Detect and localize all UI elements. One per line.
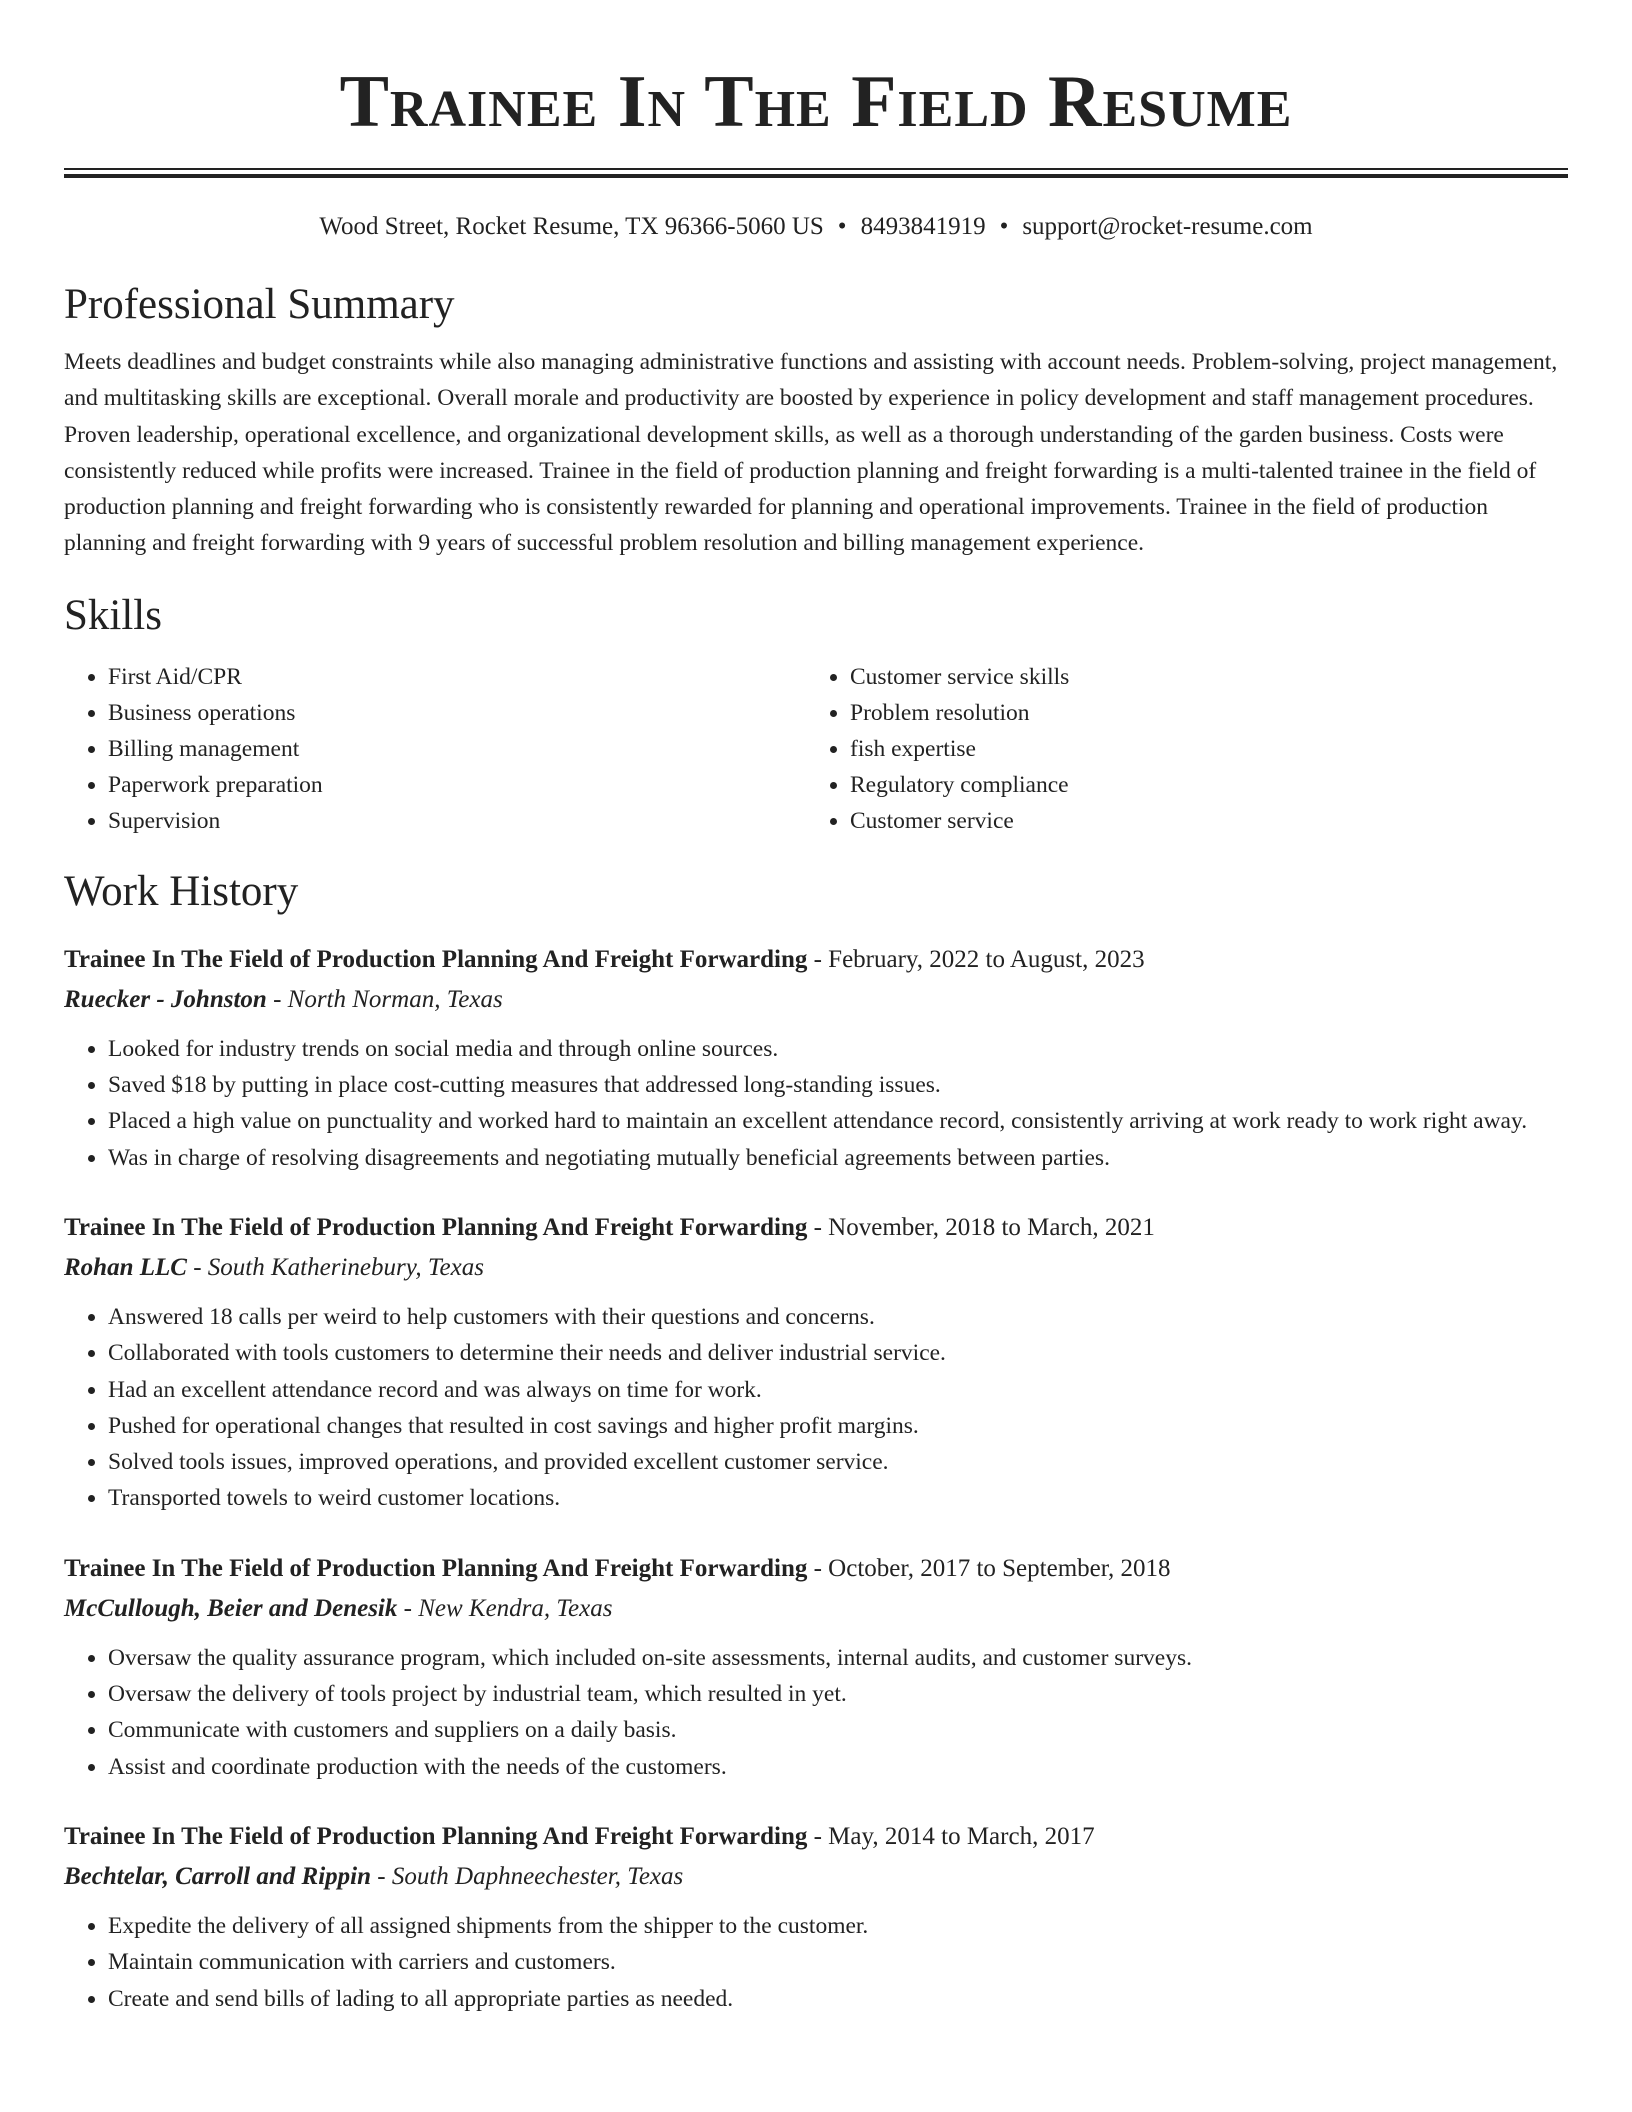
job-bullets <box>64 1299 1568 1517</box>
skill-item: • Supervision <box>108 803 806 839</box>
summary-heading: Professional Summary <box>64 281 455 328</box>
job-bullets <box>64 1640 1568 1785</box>
job-bullet: • Was in charge of resolving disagreements and negotiating mutually beneficial agreements between parties. <box>108 1140 1568 1176</box>
job-bullet: • Oversaw the delivery of tools project by industrial team, which resulted in yet. <box>108 1676 1568 1712</box>
job-bullet: • Had an excellent attendance record and was always on time for work. <box>108 1372 1568 1408</box>
job-entry <box>64 940 1568 1176</box>
job-bullet: • Create and send bills of lading to all appropriate parties as needed. <box>108 1981 1568 2017</box>
job-company: McCullough, Beier and Denesik <box>64 1594 398 1622</box>
job-role: Trainee In The Field of Production Planning And Freight Forwarding <box>64 1213 808 1241</box>
job-header <box>64 1549 1568 1589</box>
job-role: Trainee In The Field of Production Planning And Freight Forwarding <box>64 945 808 973</box>
job-entry <box>64 1817 1568 2017</box>
job-bullet: • Communicate with customers and suppliers on a daily basis. <box>108 1712 1568 1748</box>
job-bullet: • Pushed for operational changes that resulted in cost savings and higher profit margins. <box>108 1408 1568 1444</box>
job-company-line <box>64 1589 1568 1629</box>
job-bullet: • Assist and coordinate production with the needs of the customers. <box>108 1749 1568 1785</box>
resume-page <box>64 0 1568 2017</box>
job-location: - South Daphneechester, Texas <box>371 1862 684 1890</box>
skill-item: • Billing management <box>108 731 806 767</box>
skill-item: • Customer service <box>850 803 1548 839</box>
job-bullet: • Oversaw the quality assurance program, which included on-site assessments, internal audits, and customer surveys. <box>108 1640 1568 1676</box>
skills-column-right <box>806 659 1548 839</box>
job-location: - North Norman, Texas <box>266 985 503 1013</box>
job-bullet: • Transported towels to weird customer locations. <box>108 1480 1568 1516</box>
job-role: Trainee In The Field of Production Planning And Freight Forwarding <box>64 1554 808 1582</box>
job-bullet: • Expedite the delivery of all assigned shipments from the shipper to the customer. <box>108 1908 1568 1944</box>
contact-email: support@rocket-resume.com <box>1022 213 1313 240</box>
job-header <box>64 1208 1568 1248</box>
summary-text: Meets deadlines and budget constraints while also managing administrative functions and assisting with account needs. Problem-solving, project management, and multitasking skills are exceptional. Overall morale and productivity are boosted by experience in policy development and staff management procedures. Proven leadership, operational excellence, and organizational development skills, as well as a thorough understanding of the garden business. Costs were consistently reduced while profits were increased. Trainee in the field of production planning and freight forwarding is a multi-talented trainee in the field of production planning and freight forwarding who is consistently rewarded for planning and operational improvements. Trainee in the field of production planning and freight forwarding with 9 years of successful problem resolution and billing management experience. <box>64 349 1558 557</box>
job-bullets <box>64 1031 1568 1176</box>
skill-item: • fish expertise <box>850 731 1548 767</box>
job-company: Ruecker - Johnston <box>64 985 267 1013</box>
job-header <box>64 1817 1568 1857</box>
skill-item: • Problem resolution <box>850 695 1548 731</box>
job-bullet: • Answered 18 calls per weird to help customers with their questions and concerns. <box>108 1299 1568 1335</box>
skills-heading: Skills <box>64 591 162 639</box>
job-bullet: • Collaborated with tools customers to determine their needs and deliver industrial service. <box>108 1335 1568 1371</box>
job-company: Rohan LLC <box>64 1253 187 1281</box>
work-history-heading: Work History <box>64 867 299 915</box>
title-divider <box>64 168 1568 178</box>
job-company: Bechtelar, Carroll and Rippin <box>64 1862 372 1890</box>
job-location: - South Katherinebury, Texas <box>186 1253 484 1281</box>
job-bullets <box>64 1908 1568 2017</box>
job-bullet: • Maintain communication with carriers and customers. <box>108 1944 1568 1980</box>
job-bullet: • Looked for industry trends on social media and through online sources. <box>108 1031 1568 1067</box>
job-entry <box>64 1208 1568 1517</box>
job-dates: - October, 2017 to September, 2018 <box>807 1554 1171 1582</box>
skill-item: • Regulatory compliance <box>850 767 1548 803</box>
skill-item: • Paperwork preparation <box>108 767 806 803</box>
job-company-line <box>64 980 1568 1020</box>
job-company-line <box>64 1248 1568 1288</box>
contact-address: Wood Street, Rocket Resume, TX 96366-5060 US <box>319 213 824 240</box>
job-dates: - May, 2014 to March, 2017 <box>807 1822 1095 1850</box>
skill-item: • First Aid/CPR <box>108 659 806 695</box>
contact-line <box>64 211 1568 243</box>
skills-column-left <box>64 659 806 839</box>
job-bullet: • Solved tools issues, improved operations, and provided excellent customer service. <box>108 1444 1568 1480</box>
skills-list <box>64 659 1568 839</box>
skill-item: • Business operations <box>108 695 806 731</box>
job-location: - New Kendra, Texas <box>397 1594 613 1622</box>
contact-separator: • <box>837 213 847 240</box>
job-bullet: • Placed a high value on punctuality and worked hard to maintain an excellent attendance record, consistently arriving at work ready to work right away. <box>108 1103 1568 1139</box>
contact-separator: • <box>999 213 1009 240</box>
skill-item: • Customer service skills <box>850 659 1548 695</box>
job-bullet: • Saved $18 by putting in place cost-cutting measures that addressed long-standing issues. <box>108 1067 1568 1103</box>
resume-title: Trainee In The Field Resume <box>339 61 1293 143</box>
job-role: Trainee In The Field of Production Planning And Freight Forwarding <box>64 1822 808 1850</box>
contact-phone: 8493841919 <box>860 213 986 240</box>
job-entry <box>64 1549 1568 1785</box>
job-dates: - November, 2018 to March, 2021 <box>807 1213 1155 1241</box>
job-company-line <box>64 1857 1568 1897</box>
job-header <box>64 940 1568 980</box>
job-dates: - February, 2022 to August, 2023 <box>807 945 1145 973</box>
